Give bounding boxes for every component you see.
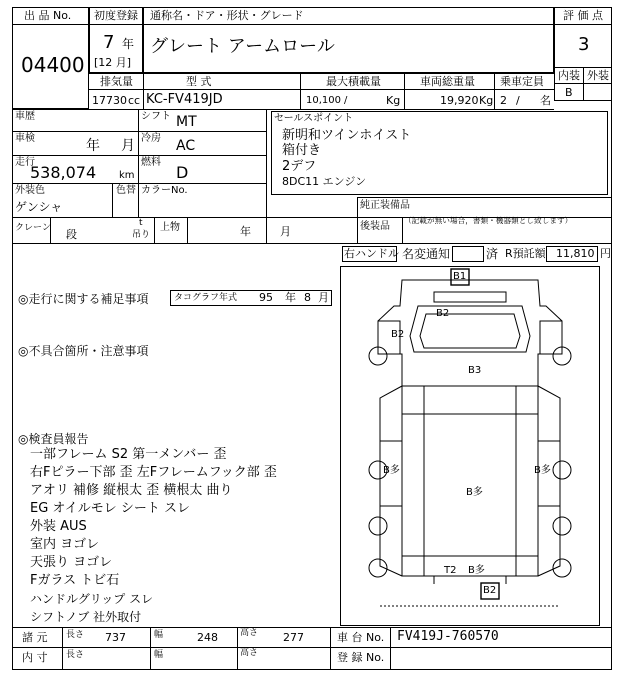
name-change-box xyxy=(452,246,484,262)
gvw-label: 車両総重量 xyxy=(420,75,475,88)
inspector-line: EG オイルモレ シート スレ xyxy=(30,501,191,516)
tachograph-month-unit: 月 xyxy=(318,291,329,304)
driving-title: ◎走行に関する補足事項 xyxy=(18,292,149,306)
shift-label: シフト xyxy=(141,111,171,122)
aftermarket-note: （記載が無い場合，書類・機器類とし致します） xyxy=(404,217,573,226)
height-value: 277 xyxy=(283,631,304,644)
upper-label: 上物 xyxy=(160,222,180,233)
displacement-value: 17730 xyxy=(92,94,127,107)
crane-stage: 段 xyxy=(66,228,77,241)
genuine-label: 純正装備品 xyxy=(360,200,410,211)
max-load-unit: Kg xyxy=(386,94,401,107)
lot-no-label: 出 品 No. xyxy=(24,9,72,22)
tachograph-year-unit: 年 xyxy=(285,291,296,304)
diagram-label-b-left: B多 xyxy=(383,465,400,476)
crane-t: t xyxy=(139,218,143,228)
diagram-label-b1: B1 xyxy=(453,271,467,282)
inspector-line: 室内 ヨゴレ xyxy=(30,537,100,552)
eval-label: 評 価 点 xyxy=(563,9,603,22)
fuel-value: D xyxy=(176,163,189,182)
eval-value: 3 xyxy=(578,34,590,55)
color-change-label: 色替 xyxy=(116,185,136,196)
width-label: 幅 xyxy=(154,630,164,640)
max-load-value: 10,100 xyxy=(306,95,341,106)
inspector-line: 一部フレーム S2 第一メンバー 歪 xyxy=(30,447,227,462)
capacity-label: 乗車定員 xyxy=(500,75,544,88)
max-load-label: 最大積載量 xyxy=(326,75,381,88)
right-handle: 右ハンドル xyxy=(344,247,399,260)
interior-length-label: 長さ xyxy=(66,650,85,660)
diagram-label-t2: T2 xyxy=(444,565,457,576)
first-reg-label: 初度登録 xyxy=(94,9,138,22)
interior-width-label: 幅 xyxy=(154,650,164,660)
diagram-label-b2-bottom: B2 xyxy=(483,585,497,596)
inspector-title: ◎検査員報告 xyxy=(18,432,89,446)
chassis-label: 車 台 No. xyxy=(337,631,385,644)
defects-title: ◎不具合箇所・注意事項 xyxy=(18,344,149,358)
sales-point-1: 新明和ツインホイスト xyxy=(282,128,412,143)
exterior-label: 外装 xyxy=(587,69,609,82)
interior-label: 内装 xyxy=(558,69,580,82)
ac-value: AC xyxy=(176,138,196,154)
model-value: KC-FV419JD xyxy=(146,92,223,107)
crane-label: クレーン xyxy=(15,223,51,233)
tachograph-year: 95 xyxy=(259,291,273,304)
fuel-label: 燃料 xyxy=(141,157,161,168)
tachograph-label: タコグラフ年式 xyxy=(174,293,238,303)
ac-label: 冷房 xyxy=(141,133,161,144)
ext-color-value: ゲンシャ xyxy=(15,200,63,214)
aftermarket-label: 後装品 xyxy=(360,221,390,232)
diagram-label-b2-left: B2 xyxy=(391,329,405,340)
history-label: 車歴 xyxy=(15,111,35,122)
diagram-label-b-right: B多 xyxy=(534,465,551,476)
inspector-line: Fガラス トビ石 xyxy=(30,573,120,588)
capacity-slash: / xyxy=(516,94,520,107)
recycle-label: R預託額 xyxy=(505,247,546,260)
model-label: 型 式 xyxy=(186,75,212,88)
vehicle-diagram xyxy=(340,266,600,626)
capacity-unit: 名 xyxy=(540,94,551,107)
diagram-label-t2-b: B多 xyxy=(468,565,485,576)
sales-point-4: 8DC11 エンジン xyxy=(282,175,367,188)
crane-lift: 吊り xyxy=(132,230,151,240)
interior-dims-label: 内 寸 xyxy=(22,651,48,664)
inspection-label: 車検 xyxy=(15,133,35,144)
inspector-line: 天張り ヨゴレ xyxy=(30,555,113,570)
width-value: 248 xyxy=(197,631,218,644)
recycle-value: 11,810 xyxy=(556,247,595,260)
recycle-unit: 円 xyxy=(600,247,611,260)
interior-value: B xyxy=(565,86,573,99)
name-label: 通称名・ドア・形状・グレード xyxy=(150,9,304,22)
height-label: 高さ xyxy=(240,628,259,638)
first-reg-year: 7 xyxy=(103,32,115,53)
shift-value: MT xyxy=(176,114,197,130)
sales-point-3: 2デフ xyxy=(282,159,317,174)
reg-label: 登 録 No. xyxy=(337,651,385,664)
tachograph-month: 8 xyxy=(304,291,311,304)
inspector-line: 右Fピラー下部 歪 左Fフレームフック部 歪 xyxy=(30,465,277,480)
lot-no: 04400 xyxy=(21,53,85,77)
gvw-value: 19,920 xyxy=(440,94,479,107)
mileage-unit: km xyxy=(119,170,135,181)
interior-height-label: 高さ xyxy=(240,648,259,658)
sales-points-label: セールスポイント xyxy=(274,113,354,124)
max-load-slash: / xyxy=(344,95,348,106)
chassis-value: FV419J-760570 xyxy=(397,629,499,644)
inspection-year: 年 xyxy=(86,138,100,154)
inspector-line: ハンドルグリップ スレ xyxy=(30,592,154,606)
inspector-line: アオリ 補修 縦根太 歪 横根太 曲り xyxy=(30,483,233,498)
name-change-tail: 済 xyxy=(486,247,499,261)
capacity-value: 2 xyxy=(500,94,507,107)
inspection-month: 月 xyxy=(121,138,135,154)
displacement-label: 排気量 xyxy=(100,75,133,88)
upper-month: 月 xyxy=(280,225,291,238)
sales-point-2: 箱付き xyxy=(282,143,322,158)
name-value: グレート アームロール xyxy=(150,36,335,57)
name-change-label: 名変通知 xyxy=(402,247,451,261)
mileage-label: 走行 xyxy=(15,157,35,168)
length-label: 長さ xyxy=(66,630,85,640)
first-reg-month: [12 月] xyxy=(94,56,132,69)
diagram-label-b-center: B多 xyxy=(466,487,483,498)
dims-label: 諸 元 xyxy=(22,631,48,644)
displacement-unit: cc xyxy=(128,94,141,107)
first-reg-year-unit: 年 xyxy=(122,37,135,51)
color-no-label: カラーNo. xyxy=(141,185,188,196)
diagram-label-b3: B3 xyxy=(468,365,482,376)
diagram-label-b2-cab: B2 xyxy=(436,308,450,319)
ext-color-label: 外装色 xyxy=(15,185,45,196)
upper-year: 年 xyxy=(240,225,251,238)
inspector-line: 外装 AUS xyxy=(30,519,87,534)
length-value: 737 xyxy=(105,631,126,644)
mileage-value: 538,074 xyxy=(30,163,97,182)
gvw-unit: Kg xyxy=(479,94,494,107)
inspector-line: シフトノブ 社外取付 xyxy=(30,610,142,624)
